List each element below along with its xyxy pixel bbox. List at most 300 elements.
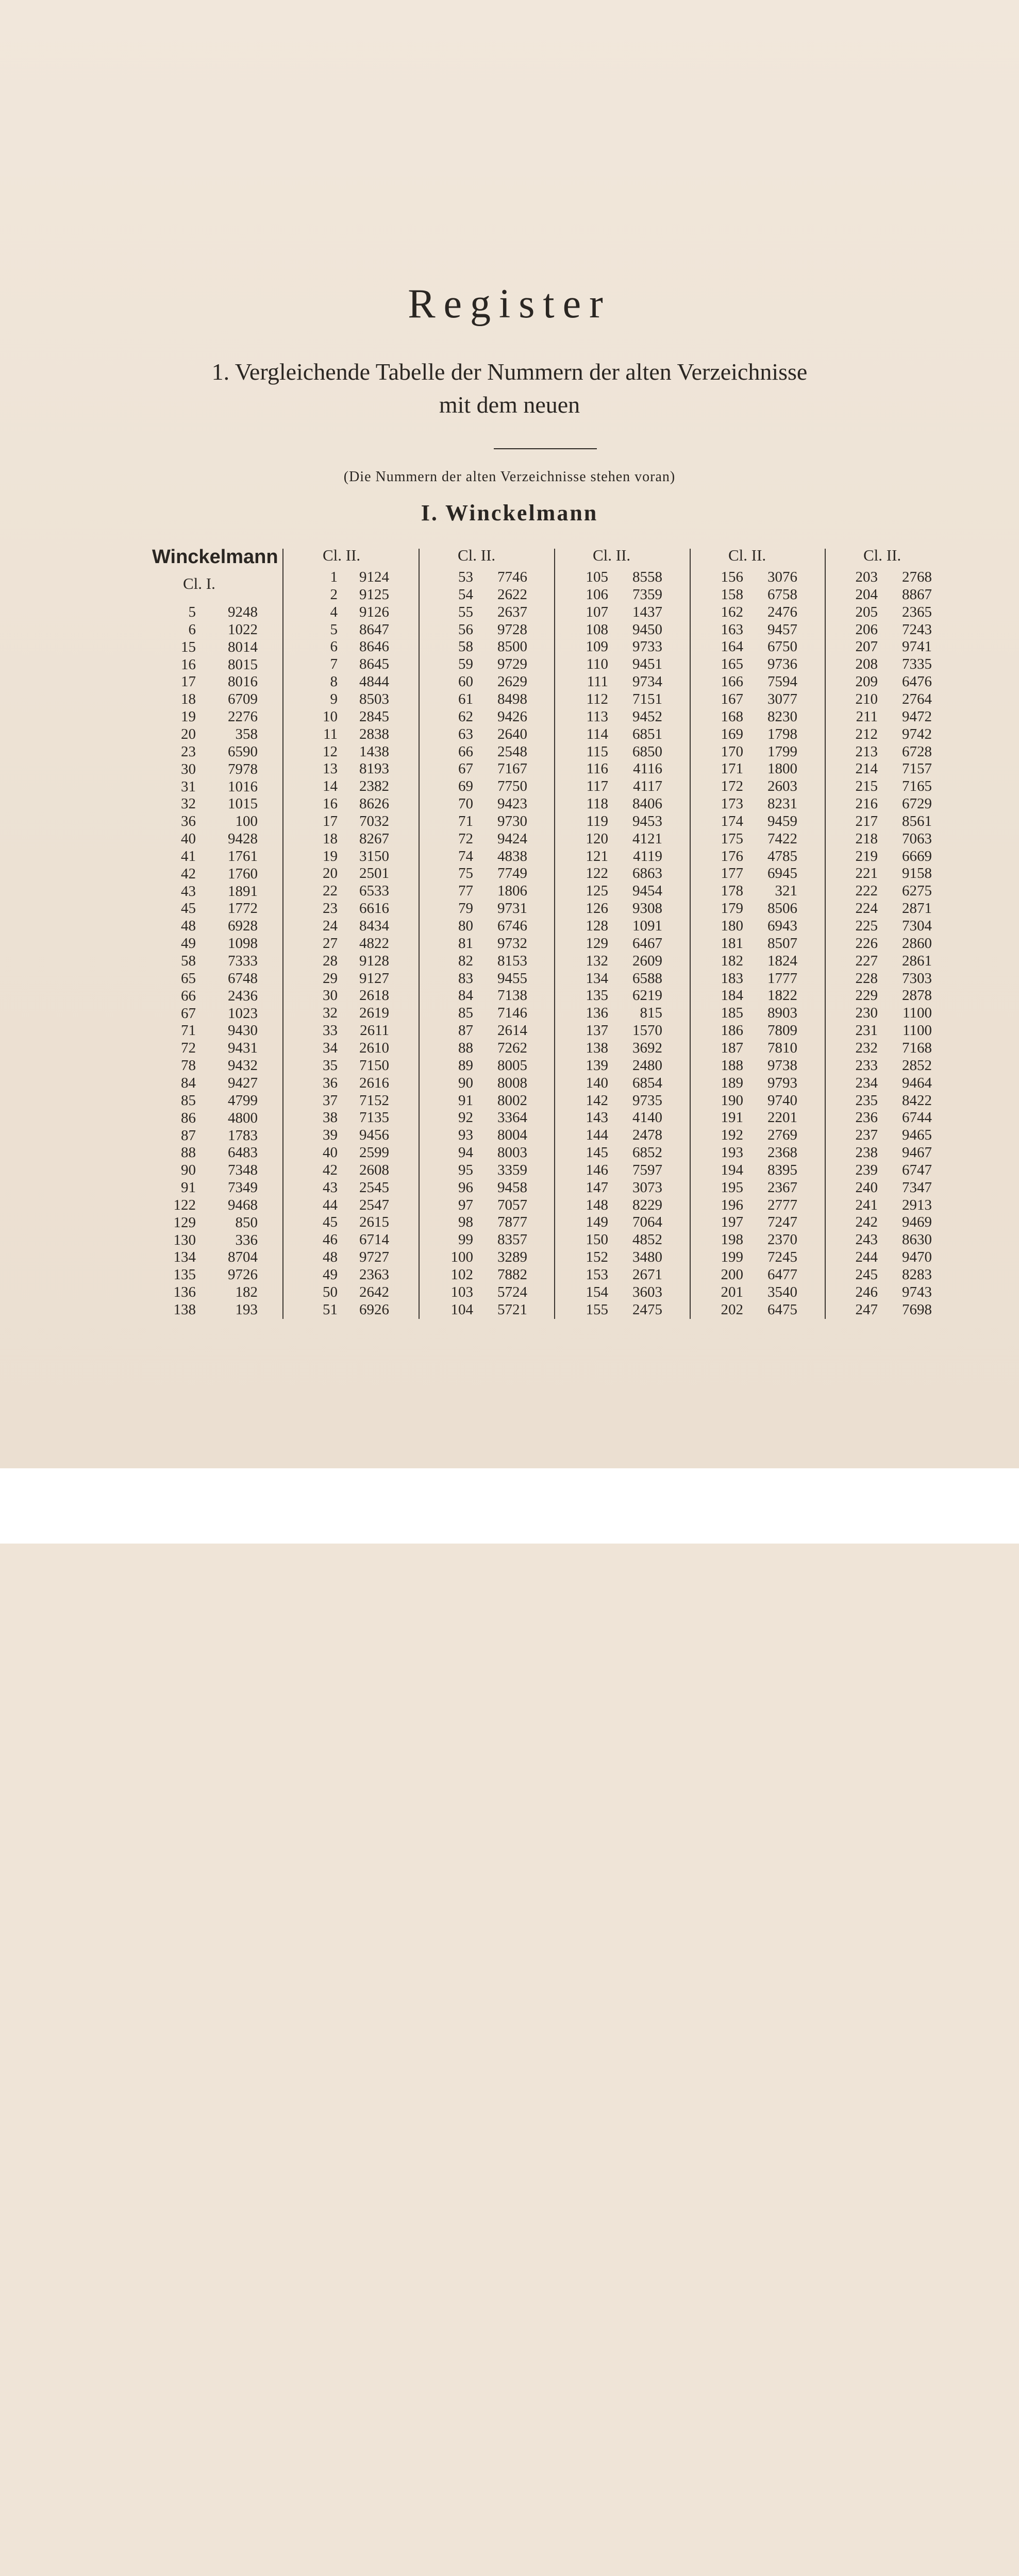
new-number: 4785 xyxy=(767,848,797,865)
table-row xyxy=(837,900,937,918)
old-number: 51 xyxy=(323,1301,338,1318)
new-number: 6588 xyxy=(632,970,662,987)
new-number: 9454 xyxy=(632,883,662,900)
table-row xyxy=(567,604,667,621)
new-number: 9469 xyxy=(902,1214,932,1231)
new-number: 2622 xyxy=(497,586,527,603)
old-number: 29 xyxy=(323,970,338,987)
new-number: 7348 xyxy=(228,1162,258,1179)
new-number: 8903 xyxy=(767,1005,797,1022)
new-number: 2382 xyxy=(359,778,389,795)
table-row xyxy=(155,1022,263,1040)
table-row xyxy=(296,953,394,970)
table-row xyxy=(837,1214,937,1231)
old-number: 79 xyxy=(458,900,473,917)
old-number: 152 xyxy=(586,1249,608,1266)
old-number: 48 xyxy=(181,918,196,935)
new-number: 7243 xyxy=(902,621,932,638)
old-number: 96 xyxy=(458,1179,473,1196)
column-divider xyxy=(825,549,826,1319)
table-row xyxy=(155,1005,263,1023)
table-row xyxy=(155,935,263,953)
table-row xyxy=(432,831,532,848)
table-row xyxy=(432,1266,532,1284)
old-number: 8 xyxy=(330,673,338,690)
old-number: 182 xyxy=(721,952,743,969)
new-number: 2845 xyxy=(359,708,389,725)
old-number: 2 xyxy=(330,586,338,603)
table-row xyxy=(296,673,394,691)
table-row xyxy=(296,1179,394,1197)
new-number: 3289 xyxy=(497,1249,527,1266)
new-number: 7750 xyxy=(497,778,527,795)
old-number: 32 xyxy=(181,795,196,812)
old-number: 144 xyxy=(586,1127,608,1144)
old-number: 247 xyxy=(855,1301,878,1318)
table-row xyxy=(837,656,937,673)
table-row xyxy=(155,1040,263,1057)
new-number: 7882 xyxy=(497,1266,527,1283)
table-row xyxy=(296,1092,394,1110)
old-number: 214 xyxy=(855,760,878,777)
new-number: 7032 xyxy=(359,812,389,829)
table-row xyxy=(155,988,263,1005)
new-number: 6669 xyxy=(902,848,932,865)
old-number: 66 xyxy=(181,987,196,1004)
old-number: 36 xyxy=(323,1074,338,1091)
old-number: 90 xyxy=(181,1162,196,1179)
new-number: 1023 xyxy=(228,1005,258,1022)
new-number: 2478 xyxy=(632,1127,662,1144)
new-number: 9733 xyxy=(632,638,662,655)
new-number: 8867 xyxy=(902,586,932,603)
new-number: 4121 xyxy=(632,830,662,847)
old-number: 120 xyxy=(586,830,608,847)
table-row xyxy=(567,831,667,848)
new-number: 2365 xyxy=(902,603,932,620)
table-row xyxy=(702,1249,803,1266)
page-title: Register xyxy=(408,281,611,327)
new-number: 2629 xyxy=(497,673,527,690)
table-row xyxy=(296,1057,394,1075)
table-row xyxy=(296,987,394,1005)
table-row xyxy=(155,673,263,691)
table-row xyxy=(567,621,667,639)
old-number: 37 xyxy=(323,1092,338,1109)
new-number: 8229 xyxy=(632,1196,662,1213)
old-number: 33 xyxy=(323,1022,338,1039)
old-number: 235 xyxy=(855,1092,878,1109)
table-row xyxy=(837,1022,937,1040)
new-number: 2878 xyxy=(902,987,932,1004)
class-two-header: Cl. II. xyxy=(458,546,496,564)
new-number: 9432 xyxy=(228,1057,258,1074)
old-number: 20 xyxy=(181,725,196,742)
old-number: 18 xyxy=(323,830,338,847)
table-row xyxy=(837,1301,937,1319)
old-number: 45 xyxy=(181,900,196,917)
new-number: 6863 xyxy=(632,865,662,882)
old-number: 58 xyxy=(458,638,473,655)
new-number: 9741 xyxy=(902,638,932,655)
table-row xyxy=(432,1301,532,1319)
table-row xyxy=(702,1284,803,1301)
new-number: 1800 xyxy=(767,760,797,777)
table-row xyxy=(432,743,532,761)
table-row xyxy=(702,1197,803,1214)
table-row xyxy=(702,1266,803,1284)
new-number: 1091 xyxy=(632,918,662,934)
table-row xyxy=(702,1301,803,1319)
section-heading: I. Winckelmann xyxy=(421,500,598,526)
new-number: 1822 xyxy=(767,987,797,1004)
old-number: 125 xyxy=(586,883,608,900)
old-number: 82 xyxy=(458,952,473,969)
table-row xyxy=(432,900,532,918)
table-row xyxy=(155,604,263,621)
new-number: 6744 xyxy=(902,1109,932,1126)
table-row xyxy=(155,1057,263,1075)
old-number: 228 xyxy=(855,970,878,987)
old-number: 150 xyxy=(586,1231,608,1248)
table-row xyxy=(567,953,667,970)
new-number: 358 xyxy=(235,725,258,742)
table-row xyxy=(702,831,803,848)
old-number: 17 xyxy=(181,673,196,690)
new-number: 9426 xyxy=(497,708,527,725)
table-row xyxy=(837,970,937,988)
old-number: 210 xyxy=(855,690,878,707)
new-number: 9743 xyxy=(902,1283,932,1300)
new-number: 100 xyxy=(235,813,258,830)
old-number: 16 xyxy=(181,656,196,673)
new-number: 2637 xyxy=(497,603,527,620)
table-row xyxy=(567,987,667,1005)
table-row xyxy=(702,691,803,708)
new-number: 6928 xyxy=(228,918,258,935)
new-number: 9427 xyxy=(228,1074,258,1091)
new-number: 8506 xyxy=(767,900,797,917)
new-number: 2608 xyxy=(359,1161,389,1178)
old-number: 148 xyxy=(586,1196,608,1213)
table-row xyxy=(567,1162,667,1179)
table-row xyxy=(296,604,394,621)
old-number: 163 xyxy=(721,621,743,638)
column-divider xyxy=(554,549,555,1319)
new-number: 8005 xyxy=(497,1057,527,1074)
table-row xyxy=(296,569,394,586)
table-row xyxy=(432,1284,532,1301)
new-number: 6943 xyxy=(767,918,797,934)
table-row xyxy=(432,848,532,866)
table-row xyxy=(567,1266,667,1284)
new-number: 4117 xyxy=(633,778,662,795)
table-row xyxy=(567,918,667,935)
table-row xyxy=(837,1179,937,1197)
old-number: 218 xyxy=(855,830,878,847)
old-number: 194 xyxy=(721,1161,743,1178)
old-number: 241 xyxy=(855,1196,878,1213)
table-row xyxy=(296,778,394,795)
old-number: 85 xyxy=(458,1005,473,1022)
table-row xyxy=(432,935,532,953)
old-number: 85 xyxy=(181,1092,196,1109)
table-row xyxy=(567,778,667,795)
old-number: 72 xyxy=(458,830,473,847)
old-number: 72 xyxy=(181,1040,196,1057)
table-row xyxy=(155,1110,263,1127)
table-row xyxy=(155,1162,263,1179)
table-row xyxy=(837,691,937,708)
new-number: 9423 xyxy=(497,795,527,812)
table-note: (Die Nummern der alten Verzeichnisse stehen voran) xyxy=(343,469,676,485)
old-number: 103 xyxy=(450,1283,473,1300)
table-row xyxy=(432,953,532,970)
table-row xyxy=(567,691,667,708)
table-row xyxy=(567,1022,667,1040)
old-number: 132 xyxy=(586,952,608,969)
table-row xyxy=(432,1075,532,1092)
table-row xyxy=(296,831,394,848)
table-row xyxy=(432,621,532,639)
table-row xyxy=(432,970,532,988)
new-number: 8004 xyxy=(497,1127,527,1144)
new-number: 1761 xyxy=(228,848,258,865)
new-number: 4800 xyxy=(228,1109,258,1126)
table-row xyxy=(432,1231,532,1249)
old-number: 97 xyxy=(458,1196,473,1213)
new-number: 182 xyxy=(235,1284,258,1301)
old-number: 142 xyxy=(586,1092,608,1109)
old-number: 94 xyxy=(458,1144,473,1161)
new-number: 2618 xyxy=(359,987,389,1004)
old-number: 191 xyxy=(721,1109,743,1126)
table-row xyxy=(155,761,263,778)
old-number: 32 xyxy=(323,1005,338,1022)
table-row xyxy=(567,1197,667,1214)
table-row xyxy=(155,1179,263,1197)
table-row xyxy=(837,1040,937,1057)
new-number: 2548 xyxy=(497,743,527,760)
old-number: 23 xyxy=(181,743,196,760)
old-number: 30 xyxy=(181,760,196,777)
table-row xyxy=(155,866,263,883)
table-row xyxy=(567,673,667,691)
new-number: 7135 xyxy=(359,1109,389,1126)
old-number: 38 xyxy=(323,1109,338,1126)
old-number: 129 xyxy=(173,1214,196,1231)
old-number: 176 xyxy=(721,848,743,865)
new-number: 8267 xyxy=(359,830,389,847)
new-number: 2861 xyxy=(902,952,932,969)
table-row xyxy=(432,1022,532,1040)
old-number: 234 xyxy=(855,1074,878,1091)
old-number: 181 xyxy=(721,935,743,952)
table-row xyxy=(155,1127,263,1145)
subtitle-line-2: mit dem neuen xyxy=(439,392,580,418)
table-row xyxy=(296,1266,394,1284)
table-row xyxy=(837,760,937,778)
old-number: 164 xyxy=(721,638,743,655)
table-row xyxy=(567,1179,667,1197)
old-number: 139 xyxy=(586,1057,608,1074)
new-number: 7594 xyxy=(767,673,797,690)
table-row xyxy=(837,935,937,953)
old-number: 237 xyxy=(855,1127,878,1144)
new-number: 1783 xyxy=(228,1127,258,1144)
new-number: 9728 xyxy=(497,621,527,638)
old-number: 36 xyxy=(181,813,196,830)
old-number: 99 xyxy=(458,1231,473,1248)
table-row xyxy=(837,569,937,586)
old-number: 229 xyxy=(855,987,878,1004)
table-row xyxy=(702,656,803,673)
new-number: 6714 xyxy=(359,1231,389,1248)
old-number: 1 xyxy=(330,569,338,585)
old-number: 42 xyxy=(323,1161,338,1178)
table-row xyxy=(702,586,803,604)
column-divider xyxy=(419,549,420,1319)
new-number: 3603 xyxy=(632,1283,662,1300)
new-number: 9126 xyxy=(359,603,389,620)
new-number: 8283 xyxy=(902,1266,932,1283)
old-number: 169 xyxy=(721,725,743,742)
new-number: 2436 xyxy=(228,987,258,1004)
old-number: 128 xyxy=(586,918,608,934)
table-row xyxy=(567,708,667,726)
new-number: 2640 xyxy=(497,725,527,742)
new-number: 9734 xyxy=(632,673,662,690)
table-row xyxy=(432,987,532,1005)
new-number: 1772 xyxy=(228,900,258,917)
old-number: 224 xyxy=(855,900,878,917)
old-number: 59 xyxy=(458,656,473,673)
table-row xyxy=(702,638,803,656)
table-row xyxy=(155,1075,263,1092)
new-number: 7247 xyxy=(767,1214,797,1231)
table-row xyxy=(432,1249,532,1266)
old-number: 95 xyxy=(458,1161,473,1178)
table-row xyxy=(837,1057,937,1075)
new-number: 1760 xyxy=(228,865,258,882)
old-number: 138 xyxy=(586,1039,608,1056)
table-row xyxy=(837,1284,937,1301)
new-number: 1891 xyxy=(228,883,258,900)
table-row xyxy=(432,638,532,656)
new-number: 8561 xyxy=(902,812,932,829)
new-number: 1022 xyxy=(228,621,258,638)
new-number: 4799 xyxy=(228,1092,258,1109)
old-number: 71 xyxy=(458,812,473,829)
old-number: 116 xyxy=(586,760,608,777)
old-number: 9 xyxy=(330,690,338,707)
new-number: 2367 xyxy=(767,1179,797,1196)
old-number: 137 xyxy=(586,1022,608,1039)
table-row xyxy=(702,726,803,743)
old-number: 49 xyxy=(323,1266,338,1283)
old-number: 231 xyxy=(855,1022,878,1039)
table-row xyxy=(296,865,394,883)
old-number: 12 xyxy=(323,743,338,760)
new-number: 6758 xyxy=(767,586,797,603)
new-number: 6750 xyxy=(767,638,797,655)
new-number: 9124 xyxy=(359,569,389,585)
table-row xyxy=(432,726,532,743)
table-row xyxy=(567,1109,667,1127)
table-row xyxy=(567,1284,667,1301)
new-number: 2871 xyxy=(902,900,932,917)
new-number: 6477 xyxy=(767,1266,797,1283)
new-number: 2501 xyxy=(359,865,389,882)
table-row xyxy=(432,883,532,900)
new-number: 321 xyxy=(775,883,797,900)
old-number: 113 xyxy=(586,708,608,725)
new-number: 9308 xyxy=(632,900,662,917)
old-number: 69 xyxy=(458,778,473,795)
table-row xyxy=(837,1162,937,1179)
table-row xyxy=(702,953,803,970)
old-number: 197 xyxy=(721,1214,743,1231)
old-number: 239 xyxy=(855,1161,878,1178)
old-number: 117 xyxy=(586,778,608,795)
old-number: 105 xyxy=(586,569,608,585)
old-number: 24 xyxy=(323,918,338,934)
old-number: 156 xyxy=(721,569,743,585)
new-number: 7063 xyxy=(902,830,932,847)
old-number: 154 xyxy=(586,1283,608,1300)
new-number: 7138 xyxy=(497,987,527,1004)
old-number: 122 xyxy=(586,865,608,882)
old-number: 122 xyxy=(173,1196,196,1213)
new-number: 8153 xyxy=(497,952,527,969)
new-number: 2913 xyxy=(902,1196,932,1213)
new-number: 8016 xyxy=(228,673,258,690)
table-row xyxy=(702,987,803,1005)
table-row xyxy=(155,883,263,901)
old-number: 111 xyxy=(587,673,608,690)
new-number: 6476 xyxy=(902,673,932,690)
old-number: 202 xyxy=(721,1301,743,1318)
table-row xyxy=(837,813,937,831)
old-number: 65 xyxy=(181,970,196,987)
table-row xyxy=(702,708,803,726)
table-row xyxy=(155,848,263,866)
old-number: 62 xyxy=(458,708,473,725)
new-number: 6926 xyxy=(359,1301,389,1318)
new-number: 2777 xyxy=(767,1196,797,1213)
table-row xyxy=(567,1231,667,1249)
table-row xyxy=(702,865,803,883)
table-row xyxy=(296,1162,394,1179)
new-number: 8498 xyxy=(497,690,527,707)
new-number: 7422 xyxy=(767,830,797,847)
new-number: 9735 xyxy=(632,1092,662,1109)
old-number: 243 xyxy=(855,1231,878,1248)
old-number: 53 xyxy=(458,569,473,585)
table-row xyxy=(702,848,803,866)
new-number: 8646 xyxy=(359,638,389,655)
old-number: 90 xyxy=(458,1074,473,1091)
new-number: 9731 xyxy=(497,900,527,917)
table-row xyxy=(702,1109,803,1127)
new-number: 7303 xyxy=(902,970,932,987)
table-row xyxy=(432,1197,532,1214)
table-row xyxy=(702,673,803,691)
table-row xyxy=(567,1092,667,1110)
old-number: 175 xyxy=(721,830,743,847)
new-number: 815 xyxy=(640,1005,662,1022)
new-number: 6852 xyxy=(632,1144,662,1161)
